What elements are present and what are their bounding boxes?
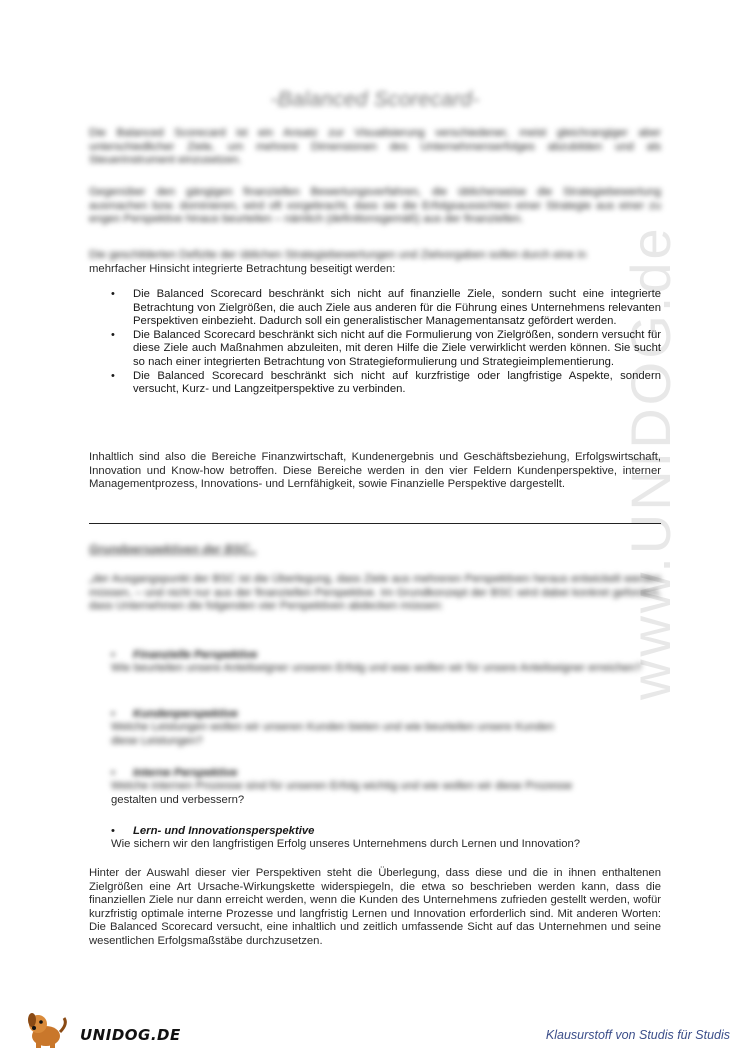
bullet-icon: • — [111, 825, 115, 837]
summary-paragraph: Inhaltlich sind also die Bereiche Finanzwirtschaft, Kundenergebnis und Geschäftsbeziehung, Erfolgswirtschaft, Innovation und Know-how betroffen. Diese Bereiche werden in den vier Feldern Kundenperspektive, interner Managementprozess, Innovations- und Lernfähigkeit, sowie Finanzielle Perspektive dargestellt. — [89, 451, 661, 491]
perspective-name: Finanzielle Perspektive — [133, 649, 258, 661]
perspective-name: Lern- und Innovationsperspektive — [133, 825, 315, 837]
list-item — [89, 329, 661, 370]
perspective-intern — [89, 766, 661, 807]
intro-paragraph-3 — [89, 249, 661, 276]
perspective-finanziell — [89, 648, 661, 676]
bullet-icon: • — [111, 369, 115, 382]
list-item — [89, 370, 661, 397]
page-title: -Balanced Scorecard- — [270, 88, 480, 111]
perspective-name: Kundenperspektive — [133, 708, 238, 720]
section-divider — [89, 523, 661, 524]
bullet-text: Die Balanced Scorecard beschränkt sich nicht auf die Formulierung von Zielgrößen, sondern versucht für diese Ziele auch Maßnahmen abzuleiten, mit deren Hilfe die Ziele verwirklicht werden können. Sie sucht so nach einer integrierten Betrachtung von Strategieformulierung und Strategieimplementierung. — [133, 328, 661, 368]
bullet-text: Die Balanced Scorecard beschränkt sich nicht auf kurzfristige oder langfristige Aspekte, sondern versucht, Kurz- und Langzeitperspektive zu verbinden. — [133, 369, 661, 396]
dog-icon — [24, 1010, 84, 1050]
bullet-icon: • — [111, 288, 115, 300]
list-item — [89, 288, 661, 329]
bullet-icon: • — [111, 328, 115, 341]
perspective-name: Interne Perspektive — [133, 767, 238, 779]
perspective-question: Wie beurteilen unsere Anteilseigner unseren Erfolg und was wollen wir für unsere Anteilseigner erreichen? — [111, 662, 642, 674]
closing-paragraph: Hinter der Auswahl dieser vier Perspektiven steht die Überlegung, dass diese und die in ihnen enthaltenen Zielgrößen eine Art Ursache-Wirkungskette widerspiegeln, die etwa so beschrieben werden kann, dass die finanziellen Ziele nur dann erreicht werden, wenn die Kunden des Unternehmens zufrieden gestellt werden, wofür kurzfristig optimale interne Prozesse und langfristig Lernen und Innovation erforderlich sind. Mit anderen Worten: Die Balanced Scorecard versucht, eine inhaltlich und zeitlich umfassende Sicht auf das Unternehmen und seine wesentlichen Erfolgsmaßstäbe durchzusetzen. — [89, 867, 661, 947]
perspective-kunden — [89, 707, 661, 748]
perspective-question: Welche Leistungen wollen wir unseren Kunden bieten und wie beurteilen unsere Kunden diese Leistungen? — [111, 721, 555, 747]
bullet-icon: • — [111, 649, 115, 661]
bullet-text: Die Balanced Scorecard beschränkt sich nicht auf finanzielle Ziele, sondern sucht eine integrierte Betrachtung von Zielgrößen, die auch Ziele aus anderen für die Führung eines Unternehmens relevanten Perspektiven einbezieht. Dadurch soll ein generalistischer Managementansatz gefördert werden. — [133, 288, 661, 328]
perspective-question-visible: gestalten und verbessern? — [111, 793, 245, 806]
watermark-text: www.UNIDOG.de — [619, 225, 682, 700]
logo-text: UNIDOG.DE — [80, 1026, 181, 1044]
bullet-list — [89, 288, 661, 397]
perspective-question-blurred: Welche internen Prozesse sind für unseren Erfolg wichtig und wie wollen wir diese Prozesse — [111, 780, 573, 792]
intro-paragraph-1: Die Balanced Scorecard ist ein Ansatz zur Visualisierung verschiedener, meist gleichrangiger aber unterschiedlicher Ziele, um mehrere Dimensionen des Unternehmenserfolges abzubilden und als Steuerinstrument einzusetzen. — [89, 127, 661, 167]
footer-tagline: Klausurstoff von Studis für Studis — [545, 1028, 730, 1042]
section-heading: Grundperspektiven der BSC.. — [89, 542, 257, 556]
bullet-icon: • — [111, 767, 115, 779]
paragraph-3-visible-line: mehrfacher Hinsicht integrierte Betrachtung beseitigt werden: — [89, 262, 396, 275]
unidog-logo[interactable] — [24, 1010, 181, 1050]
perspective-lernen — [89, 824, 661, 852]
perspective-question: Wie sichern wir den langfristigen Erfolg unseres Unternehmens durch Lernen und Innovation? — [111, 838, 581, 850]
section-intro: „der Ausgangspunkt der BSC ist die Überlegung, dass Ziele aus mehreren Perspektiven heraus entwickelt werden müssen, – und nicht nur aus der finanziellen Perspektive. Im Grundkonzept der BSC wird dabei konkret gefordert, dass Unternehmen die folgenden vier Perspektiven abdecken müssen: — [89, 573, 661, 613]
paragraph-3-blurred-line: Die geschilderten Defizite der üblichen Strategiebewertungen und Zielvorgaben sollen durch eine in — [89, 249, 587, 261]
intro-paragraph-2: Gegenüber den gängigen finanziellen Bewertungsverfahren, die üblicherweise die Strategiebewertung ausmachen bzw. dominieren, wird oft vorgebracht, dass sie die Erfolgsaussichten einer Strategie aus einer zu engen Perspektive hinaus beurteilen – nämlich (definitionsgemäß) aus der finanziellen. — [89, 186, 661, 226]
bullet-icon: • — [111, 708, 115, 720]
